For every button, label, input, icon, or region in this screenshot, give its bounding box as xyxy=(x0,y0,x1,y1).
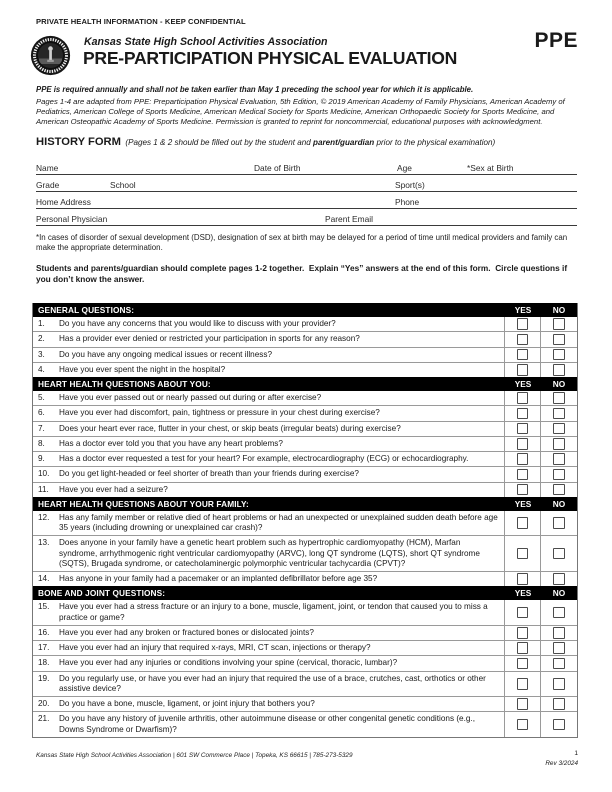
question-row xyxy=(33,482,577,497)
question-text: Have you ever had a stress fracture or an injury to a bone, muscle, ligament, joint, or tendon that caused you to miss a practice or game? xyxy=(59,602,488,622)
home-address-input[interactable] xyxy=(98,195,388,208)
section-header-row xyxy=(33,586,577,600)
school-label: School xyxy=(110,179,136,190)
question-number: 14. xyxy=(38,574,50,583)
no-checkbox[interactable] xyxy=(553,453,565,465)
yes-checkbox[interactable] xyxy=(517,438,529,450)
grade-label: Grade xyxy=(36,179,60,190)
question-number: 9. xyxy=(38,454,45,463)
question-number: 16. xyxy=(38,627,50,637)
question-text: Do you have any ongoing medical issues or recent illness? xyxy=(59,349,272,359)
question-number: 6. xyxy=(38,408,45,418)
question-number: 12. xyxy=(38,512,50,522)
question-row xyxy=(33,331,577,346)
no-cell xyxy=(541,437,577,451)
no-cell xyxy=(541,391,577,405)
yes-checkbox[interactable] xyxy=(517,408,529,420)
question-text: Has a doctor ever told you that you have any heart problems? xyxy=(59,438,283,448)
yes-cell xyxy=(505,672,541,697)
section-title: GENERAL QUESTIONS: xyxy=(38,305,135,315)
no-cell xyxy=(541,536,577,571)
no-checkbox[interactable] xyxy=(553,678,565,690)
no-cell xyxy=(541,348,577,362)
question-number: 10. xyxy=(38,469,50,479)
question-row xyxy=(33,317,577,331)
no-checkbox[interactable] xyxy=(553,408,565,420)
question-text: Has a provider ever denied or restricted your participation in sports for any reason? xyxy=(59,334,360,344)
no-checkbox[interactable] xyxy=(553,642,565,654)
no-cell xyxy=(541,572,577,586)
yes-checkbox[interactable] xyxy=(517,392,529,404)
yes-checkbox[interactable] xyxy=(517,334,529,346)
no-cell xyxy=(541,483,577,497)
yes-cell xyxy=(505,511,541,536)
no-cell xyxy=(541,332,577,346)
yes-cell xyxy=(505,483,541,497)
yes-checkbox[interactable] xyxy=(517,573,529,585)
question-cell xyxy=(33,600,505,625)
question-cell xyxy=(33,348,505,362)
yes-cell xyxy=(505,348,541,362)
no-checkbox[interactable] xyxy=(553,627,565,639)
yes-checkbox[interactable] xyxy=(517,423,529,435)
question-text: Do you get light-headed or feel shorter of breath than your friends during exercise? xyxy=(59,469,359,479)
question-number: 8. xyxy=(38,438,45,448)
revision-label: Rev 3/2024 xyxy=(545,760,578,767)
question-text: Have you ever passed out or nearly passed out during or after exercise? xyxy=(59,393,322,402)
no-checkbox[interactable] xyxy=(553,658,565,670)
no-cell xyxy=(541,511,577,536)
yes-column-header: YES xyxy=(514,305,532,315)
question-cell xyxy=(33,656,505,670)
question-number: 3. xyxy=(38,349,45,359)
no-checkbox[interactable] xyxy=(553,334,565,346)
no-checkbox[interactable] xyxy=(553,484,565,496)
yes-checkbox[interactable] xyxy=(517,678,529,690)
field-row-school xyxy=(36,177,577,192)
yes-checkbox[interactable] xyxy=(517,548,529,560)
question-cell xyxy=(33,626,505,640)
question-number: 4. xyxy=(38,364,45,374)
personal-physician-input[interactable] xyxy=(116,212,316,225)
field-row-identity xyxy=(36,160,577,175)
page-number: 1 xyxy=(574,750,578,757)
no-checkbox[interactable] xyxy=(553,698,565,710)
yes-cell xyxy=(505,536,541,571)
history-form-subtitle: (Pages 1 & 2 should be filled out by the student and parent/guardian prior to the physical examination) xyxy=(125,138,496,147)
yes-cell xyxy=(505,422,541,436)
phone-input[interactable] xyxy=(426,195,577,208)
section-title: HEART HEALTH QUESTIONS ABOUT YOU: xyxy=(38,379,211,389)
age-label: Age xyxy=(397,162,412,173)
yes-checkbox[interactable] xyxy=(517,453,529,465)
question-number: 11. xyxy=(38,484,49,494)
question-cell xyxy=(33,452,505,466)
question-row xyxy=(33,711,577,737)
no-checkbox[interactable] xyxy=(553,364,565,376)
section-header-row xyxy=(33,497,577,511)
yes-cell xyxy=(505,406,541,420)
question-row xyxy=(33,451,577,466)
yes-cell xyxy=(505,641,541,655)
ppe-badge: PPE xyxy=(534,29,578,52)
parent-email-label: Parent Email xyxy=(325,213,373,224)
no-checkbox[interactable] xyxy=(553,517,565,529)
no-cell xyxy=(541,467,577,481)
yes-checkbox[interactable] xyxy=(517,349,529,361)
no-cell xyxy=(541,600,577,625)
yes-cell xyxy=(505,391,541,405)
no-cell xyxy=(541,672,577,697)
personal-physician-label: Personal Physician xyxy=(36,213,108,224)
question-cell xyxy=(33,572,505,586)
question-number: 15. xyxy=(38,602,50,612)
question-text: Has any family member or relative died of heart problems or had an unexpected or unexplained sudden death before age 35 years (including drowning or unexplained car crash)? xyxy=(59,512,498,532)
yes-cell xyxy=(505,437,541,451)
no-checkbox[interactable] xyxy=(553,607,565,619)
question-cell xyxy=(33,406,505,420)
question-number: 18. xyxy=(38,658,50,668)
no-checkbox[interactable] xyxy=(553,469,565,481)
yes-column-header: YES xyxy=(514,588,532,599)
yes-checkbox[interactable] xyxy=(517,658,529,670)
no-checkbox[interactable] xyxy=(553,318,565,330)
question-text: Do you have any concerns that you would like to discuss with your provider? xyxy=(59,319,336,328)
question-row xyxy=(33,640,577,655)
yes-checkbox[interactable] xyxy=(517,469,529,481)
history-form-heading xyxy=(36,132,581,150)
no-checkbox[interactable] xyxy=(553,719,565,731)
question-text: Has a doctor ever requested a test for your heart? For example, electrocardiography (ECG) or echocardiography. xyxy=(59,454,469,463)
yes-cell xyxy=(505,626,541,640)
question-cell xyxy=(33,422,505,436)
question-row xyxy=(33,391,577,405)
yes-checkbox[interactable] xyxy=(517,364,529,376)
question-row xyxy=(33,600,577,625)
question-text: Do you have any history of juvenile arthritis, other autoimmune disease or other congenital genetic conditions (e.g., Downs Syndrome or Dwarfism)? xyxy=(59,714,475,734)
yes-cell xyxy=(505,712,541,737)
question-cell xyxy=(33,641,505,655)
question-row xyxy=(33,671,577,697)
dob-label: Date of Birth xyxy=(254,162,301,173)
question-row xyxy=(33,405,577,420)
question-number: 2. xyxy=(38,334,45,344)
dsd-note: *In cases of disorder of sexual development (DSD), designation of sex at birth may be delayed for a period of time until medical providers and family can make the appropriate determination. xyxy=(36,233,568,253)
section-title: BONE AND JOINT QUESTIONS: xyxy=(38,588,166,599)
question-text: Do you have a bone, muscle, ligament, or joint injury that bothers you? xyxy=(59,699,315,708)
yes-checkbox[interactable] xyxy=(517,484,529,496)
question-row xyxy=(33,362,577,377)
page-title: PRE-PARTICIPATION PHYSICAL EVALUATION xyxy=(83,48,458,68)
yes-cell xyxy=(505,697,541,711)
kshsaa-seal-icon xyxy=(30,35,71,76)
sports-input[interactable] xyxy=(433,178,577,191)
sports-label: Sport(s) xyxy=(395,179,425,190)
no-column-header: NO xyxy=(552,379,566,389)
question-text: Have you ever had discomfort, pain, tightness or pressure in your chest during exercise? xyxy=(59,408,380,418)
no-column-header: NO xyxy=(552,305,566,315)
yes-checkbox[interactable] xyxy=(517,627,529,639)
question-cell xyxy=(33,697,505,711)
question-number: 20. xyxy=(38,699,50,708)
question-number: 19. xyxy=(38,673,50,683)
question-text: Have you ever had any broken or fractured bones or dislocated joints? xyxy=(59,627,314,637)
no-checkbox[interactable] xyxy=(553,573,565,585)
grade-input[interactable] xyxy=(66,178,106,191)
yes-cell xyxy=(505,317,541,331)
no-column-header: NO xyxy=(552,588,566,599)
no-checkbox[interactable] xyxy=(553,423,565,435)
no-cell xyxy=(541,626,577,640)
question-cell xyxy=(33,672,505,697)
question-row xyxy=(33,625,577,640)
question-row xyxy=(33,511,577,536)
no-checkbox[interactable] xyxy=(553,392,565,404)
yes-checkbox[interactable] xyxy=(517,517,529,529)
footer-org-info: Kansas State High School Activities Association | 601 SW Commerce Place | Topeka, KS 66615 | 785-273-5329 xyxy=(36,752,353,759)
question-number: 17. xyxy=(38,643,50,652)
question-cell xyxy=(33,363,505,377)
school-input[interactable] xyxy=(144,178,389,191)
question-number: 5. xyxy=(38,393,45,402)
no-cell xyxy=(541,656,577,670)
question-row xyxy=(33,421,577,436)
question-cell xyxy=(33,483,505,497)
yes-checkbox[interactable] xyxy=(517,607,529,619)
confidential-notice: PRIVATE HEALTH INFORMATION - KEEP CONFIDENTIAL xyxy=(36,17,246,26)
question-text: Does your heart ever race, flutter in your chest, or skip beats (irregular beats) during exercise? xyxy=(59,423,401,433)
field-row-address xyxy=(36,194,577,209)
no-cell xyxy=(541,317,577,331)
question-row xyxy=(33,466,577,481)
question-number: 1. xyxy=(38,319,45,328)
question-text: Have you ever spent the night in the hospital? xyxy=(59,364,226,374)
yes-checkbox[interactable] xyxy=(517,719,529,731)
question-row xyxy=(33,571,577,586)
section-header-row xyxy=(33,377,577,391)
question-row xyxy=(33,696,577,711)
sex-at-birth-input[interactable] xyxy=(520,161,577,174)
question-row xyxy=(33,655,577,670)
org-name: Kansas State High School Activities Association xyxy=(84,36,328,48)
no-cell xyxy=(541,712,577,737)
question-row xyxy=(33,535,577,571)
dob-input[interactable] xyxy=(309,161,393,174)
question-text: Have you ever had an injury that required x-rays, MRI, CT scan, injections or therapy? xyxy=(59,643,371,652)
yes-cell xyxy=(505,332,541,346)
yes-cell xyxy=(505,363,541,377)
question-cell xyxy=(33,437,505,451)
question-number: 7. xyxy=(38,423,45,433)
no-cell xyxy=(541,697,577,711)
parent-email-input[interactable] xyxy=(384,212,577,225)
name-input[interactable] xyxy=(68,161,248,174)
question-number: 21. xyxy=(38,714,50,724)
yes-cell xyxy=(505,600,541,625)
no-cell xyxy=(541,641,577,655)
no-cell xyxy=(541,363,577,377)
history-form-title: HISTORY FORM xyxy=(36,136,121,148)
question-cell xyxy=(33,467,505,481)
question-cell xyxy=(33,511,505,536)
home-address-label: Home Address xyxy=(36,196,91,207)
question-cell xyxy=(33,712,505,737)
yes-cell xyxy=(505,572,541,586)
question-text: Does anyone in your family have a genetic heart problem such as hypertrophic cardiomyopathy (HCM), Marfan syndrome, arrhythmogenic right ventricular cardiomyopathy (ARVC), long QT syndrome (LQTS), short QT syndrome (SQTS), Brugada syndrome, or catecholaminergic polymorphic ventricular tachycardia (CPVT)? xyxy=(59,538,480,568)
question-cell xyxy=(33,317,505,331)
question-cell xyxy=(33,536,505,571)
no-cell xyxy=(541,406,577,420)
yes-column-header: YES xyxy=(514,379,532,389)
questionnaire-table xyxy=(32,303,578,738)
completion-instructions: Students and parents/guardian should complete pages 1-2 together. Explain “Yes” answers at the end of this form. Circle questions if you don’t know the answer. xyxy=(36,263,570,284)
no-cell xyxy=(541,452,577,466)
no-checkbox[interactable] xyxy=(553,349,565,361)
question-text: Have you ever had any injuries or conditions involving your spine (cervical, thoracic, lumbar)? xyxy=(59,658,398,668)
field-row-physician xyxy=(36,211,577,226)
name-label: Name xyxy=(36,162,59,173)
yes-cell xyxy=(505,656,541,670)
question-number: 13. xyxy=(38,538,50,548)
question-row xyxy=(33,347,577,362)
age-input[interactable] xyxy=(418,161,463,174)
section-header-row xyxy=(33,303,577,317)
yes-checkbox[interactable] xyxy=(517,698,529,710)
no-column-header: NO xyxy=(552,498,566,509)
yes-cell xyxy=(505,452,541,466)
question-cell xyxy=(33,391,505,405)
question-text: Has anyone in your family had a pacemaker or an implanted defibrillator before age 35? xyxy=(59,574,378,583)
phone-label: Phone xyxy=(395,196,420,207)
question-cell xyxy=(33,332,505,346)
no-checkbox[interactable] xyxy=(553,548,565,560)
sex-at-birth-label: *Sex at Birth xyxy=(467,162,514,173)
question-text: Do you regularly use, or have you ever had an injury that required the use of a brace, crutches, cast, orthotics or other assistive device? xyxy=(59,673,486,693)
requirement-note: PPE is required annually and shall not be taken earlier than May 1 preceding the school year for which it is applicable. xyxy=(36,85,474,94)
yes-checkbox[interactable] xyxy=(517,318,529,330)
no-checkbox[interactable] xyxy=(553,438,565,450)
yes-column-header: YES xyxy=(514,498,532,509)
yes-cell xyxy=(505,467,541,481)
question-row xyxy=(33,436,577,451)
adaptation-note: Pages 1-4 are adapted from PPE: Preparticipation Physical Evaluation, 5th Edition, © 2019 American Academy of Family Physicians, American Academy of Pediatrics, American College of Sports Medicine, American Medical Society for Sports Medicine, American Orthopaedic Society for Sports Medicine, and American Osteopathic Academy of Sports Medicine. Permission is granted to reprint for noncommercial, educational purposes with acknowledgment. xyxy=(36,97,565,126)
no-cell xyxy=(541,422,577,436)
question-text: Have you ever had a seizure? xyxy=(59,484,168,494)
yes-checkbox[interactable] xyxy=(517,642,529,654)
section-title: HEART HEALTH QUESTIONS ABOUT YOUR FAMILY: xyxy=(38,498,249,509)
